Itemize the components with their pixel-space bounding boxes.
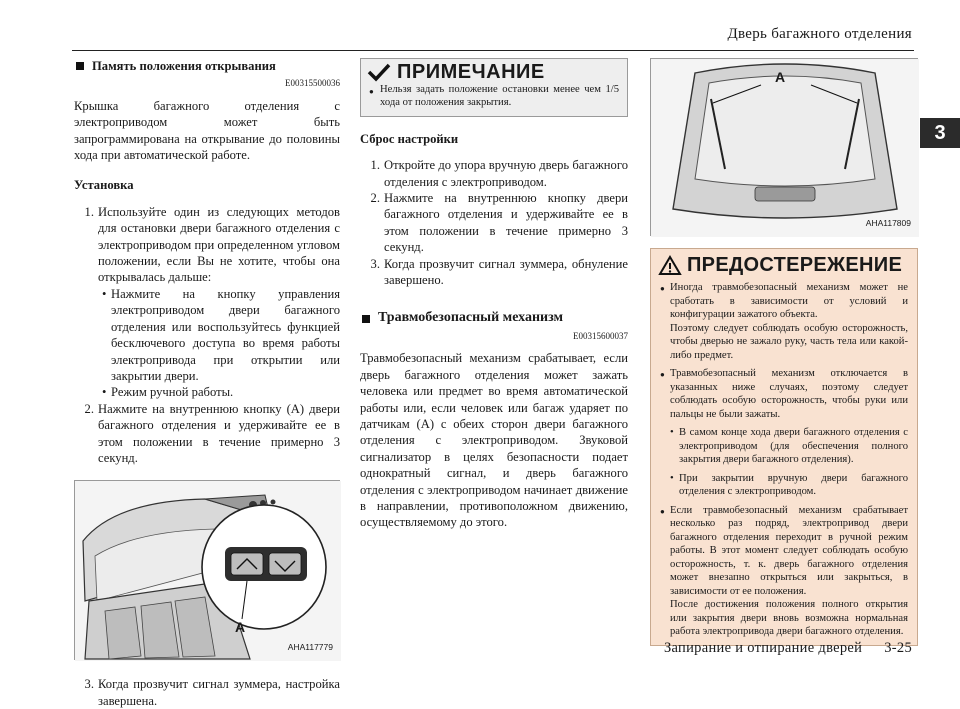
warning-subitem bbox=[670, 426, 908, 467]
bullet-dot: • bbox=[670, 427, 674, 438]
step-item bbox=[80, 401, 340, 467]
bullet-text: Нажмите на кнопку управления электроприводом двери багажного отделения или воспользуйтесь функцией бесключевого доступа во время работы электропривода при открытии или закрытии двери. bbox=[111, 286, 340, 383]
bullet-dot: • bbox=[102, 385, 107, 400]
bullet-dot: • bbox=[670, 472, 674, 484]
header-rule bbox=[72, 50, 914, 51]
intro-paragraph: Крышка багажного отделения с электроприводом может быть запрограммирована на открывание до половины хода при автоматической работе. bbox=[74, 98, 340, 163]
note-title bbox=[361, 59, 627, 83]
section-heading-text: Травмобезопасный механизм bbox=[378, 310, 564, 326]
section-code: E00315500036 bbox=[285, 78, 340, 89]
chapter-tab[interactable]: 3 bbox=[920, 118, 960, 148]
bullet-dot: ● bbox=[660, 284, 665, 293]
note-body bbox=[361, 83, 627, 116]
bullet-text: Режим ручной работы. bbox=[111, 385, 234, 400]
figure-callout-a: A bbox=[775, 69, 786, 85]
step-number: 1. bbox=[84, 204, 94, 219]
page-number: 3-25 bbox=[884, 640, 912, 656]
bullet-item bbox=[102, 384, 340, 400]
step-text: Нажмите на внутреннюю кнопку двери багажного отделения и удерживайте ее в этом положении в течение примерно 3 секунд. bbox=[384, 191, 628, 255]
warning-item bbox=[660, 504, 908, 639]
bullet-item bbox=[102, 286, 340, 384]
column-left bbox=[74, 58, 340, 709]
bullet-dot: ● bbox=[369, 87, 374, 96]
warning-item bbox=[660, 367, 908, 421]
figure-callout-a: A bbox=[235, 619, 246, 636]
tailgate-open-illustration bbox=[75, 481, 341, 661]
step-number: 2. bbox=[370, 191, 380, 206]
bullet-square-icon bbox=[76, 62, 84, 70]
step-text: Когда прозвучит сигнал зуммера, обнуление завершено. bbox=[384, 256, 628, 288]
warning-text-extra: После достижения положения полного открытия или закрытия двери вновь возможна нормальная работа электропривода двери багажного отделения. bbox=[670, 599, 908, 637]
warning-title bbox=[651, 249, 917, 279]
warning-box bbox=[650, 248, 918, 646]
warning-subitem bbox=[670, 472, 908, 499]
tailgate-sensors-illustration bbox=[651, 59, 919, 237]
step-item bbox=[366, 190, 628, 256]
step-item bbox=[80, 204, 340, 286]
safety-paragraph: Травмобезопасный механизм срабатывает, если дверь багажного отделения может зажать человека или предмет во время автоматической работы или, если человек или багаж ударяет по датчикам (A) с обеих сторон двери багажного отделения с электроприводом. Звуковой сигнализатор в целях безопасности подает однократный сигнал, и дверь багажного отделения с электроприводом начинает движение в направлении, противоположном движению, осуществляемому до этого. bbox=[360, 351, 628, 530]
warning-triangle-icon bbox=[659, 255, 681, 275]
subheading-reset: Сброс настройки bbox=[360, 131, 459, 146]
step-text: Откройте до упора вручную дверь багажного отделения с электроприводом. bbox=[384, 158, 628, 189]
warning-text-main: Травмобезопасный механизм отключается в указанных ниже случаях, поэтому следует соблюдать особую осторожность, чтобы руки или пальцы не были зажаты. bbox=[670, 368, 908, 420]
running-header: Дверь багажного отделения bbox=[727, 26, 912, 42]
figure-label: AHA117779 bbox=[287, 641, 333, 652]
warning-body bbox=[651, 281, 917, 645]
warning-item bbox=[660, 281, 908, 362]
bullet-dot: ● bbox=[660, 506, 665, 516]
warning-text bbox=[670, 281, 908, 362]
step-number: 1. bbox=[370, 158, 380, 173]
step-item bbox=[366, 157, 628, 190]
step-text: Когда прозвучит сигнал зуммера, настройка завершена. bbox=[98, 677, 340, 708]
footer-section: Запирание и отпирание дверей bbox=[663, 640, 863, 656]
warning-text-extra: Поэтому следует соблюдать особую осторожность, чтобы дверью не зажало руку, часть тела или какой-либо предмет. bbox=[670, 322, 908, 361]
column-middle bbox=[360, 58, 628, 531]
subheading-setup: Установка bbox=[74, 178, 134, 193]
step-number: 2. bbox=[84, 401, 94, 416]
warning-subtext: В самом конце хода двери багажного отделения с электроприводом (для обеспечения полного закрытия двери багажного отделения). bbox=[679, 427, 908, 465]
figure-label: AHA117809 bbox=[865, 217, 911, 228]
figure-tailgate-sensors bbox=[650, 58, 918, 236]
warning-subtext: При закрытии вручную двери багажного отделения с электроприводом. bbox=[679, 472, 908, 497]
step-text: Нажмите на внутреннюю кнопку (A) двери багажного отделения и удерживайте ее в этом положении в течение примерно 3 секунд. bbox=[98, 401, 340, 465]
figure-tailgate-button bbox=[74, 480, 340, 660]
section-heading-position-memory bbox=[74, 58, 340, 74]
section-code: E00315600037 bbox=[573, 330, 628, 341]
step-number: 3. bbox=[370, 256, 380, 271]
checkmark-icon bbox=[367, 63, 391, 81]
bullet-dot: • bbox=[102, 286, 107, 301]
warning-title-text: ПРЕДОСТЕРЕЖЕНИЕ bbox=[687, 253, 903, 276]
warning-text-main: Иногда травмобезопасный механизм может не сработать в зависимости от условий и конфигурации зажатого объекта. bbox=[670, 282, 908, 320]
step-item bbox=[366, 256, 628, 289]
note-text: Нельзя задать положение остановки менее чем 1/5 хода от положения закрытия. bbox=[380, 84, 619, 109]
section-heading-safety bbox=[360, 310, 628, 326]
step-number: 3. bbox=[84, 677, 94, 692]
warning-text bbox=[670, 504, 908, 639]
warning-text-main: Если травмобезопасный механизм срабатывает несколько раз подряд, электропривод двери багажного отделения переходит в ручной режим работы. В этот момент следует соблюдать особую осторожность, т. к. дверь багажного отделения может внезапно открыться или закрыться, в зависимости от ее положения. bbox=[670, 504, 908, 597]
note-title-text: ПРИМЕЧАНИЕ bbox=[397, 60, 545, 83]
note-box bbox=[360, 58, 628, 117]
step-text: Используйте один из следующих методов для остановки двери багажного отделения с электроприводом при определенном угловом положении, если Вы не хотите, чтобы она открывалась дальше: bbox=[98, 204, 340, 285]
step-item bbox=[80, 676, 340, 709]
section-heading-text: Память положения открывания bbox=[92, 59, 276, 73]
page-footer bbox=[664, 640, 912, 657]
column-right bbox=[650, 58, 918, 646]
bullet-dot: ● bbox=[660, 370, 665, 379]
bullet-square-icon bbox=[362, 315, 370, 323]
